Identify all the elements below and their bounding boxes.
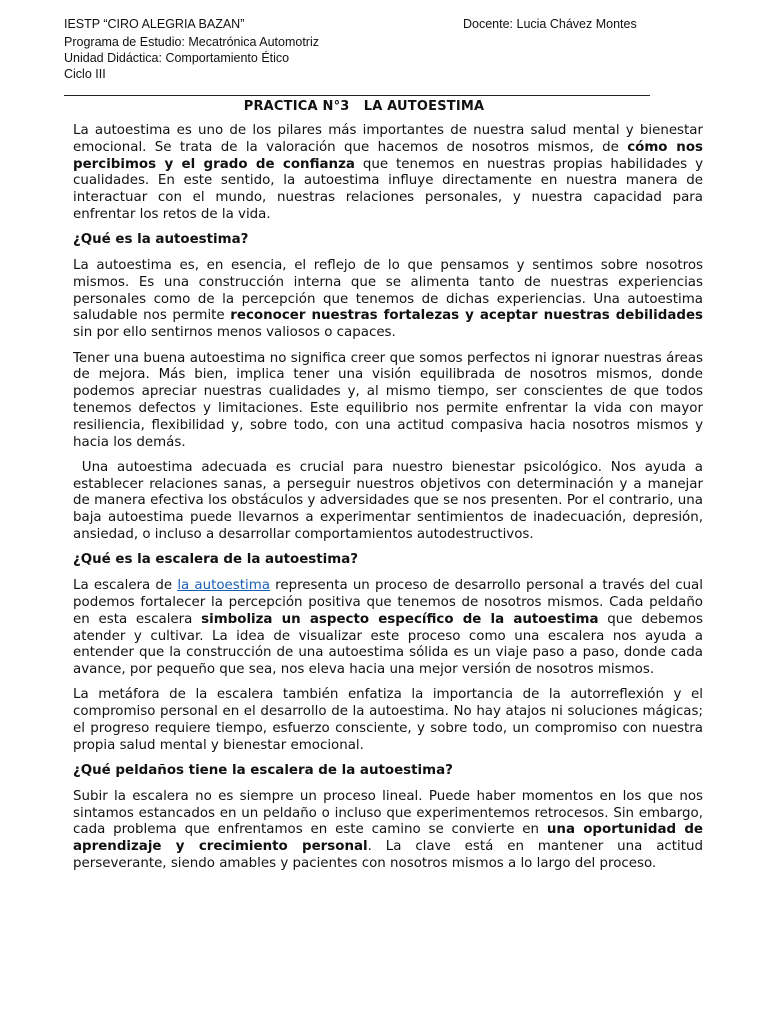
text-run: sin por ello sentirnos menos valiosos o capaces. — [73, 325, 396, 341]
text-run: La autoestima es uno de los pilares más importantes de nuestra salud mental y bienestar emocional. Se trata de la valoración que hacemos de nosotros mismos, de — [73, 123, 703, 155]
bold-run: reconocer nuestras fortalezas y aceptar nuestras debilidades — [230, 308, 703, 324]
bold-run: simboliza un aspecto específico de la autoestima — [201, 611, 599, 627]
header-teacher: Docente: Lucia Chávez Montes — [463, 17, 637, 31]
header-program: Programa de Estudio: Mecatrónica Automotriz — [64, 35, 319, 49]
heading-ladder: ¿Qué es la escalera de la autoestima? — [73, 552, 359, 568]
document-body — [73, 123, 708, 881]
autoestima-link[interactable]: la autoestima — [177, 578, 270, 594]
header-unit: Unidad Didáctica: Comportamiento Ético — [64, 51, 290, 65]
paragraph-importance: Una autoestima adecuada es crucial para nuestro bienestar psicológico. Nos ayuda a establecer relaciones sanas, a perseguir nuestros objetivos con determinación y a manejar de manera efectiva los obstáculos y adversidades que se nos presenten. Por el contrario, una baja autoestima puede llevarnos a experimentar sentimientos de inadecuación, depresión, ansiedad, o incluso a desarrollar comportamientos autodestructivos. — [73, 459, 708, 543]
header-divider — [64, 95, 650, 96]
page-title: PRACTICA N°3 LA AUTOESTIMA — [243, 99, 485, 114]
header-cycle: Ciclo III — [64, 67, 106, 81]
paragraph-definition — [73, 258, 703, 342]
paragraph-intro — [73, 123, 703, 224]
text-run: que debemos atender y cultivar. La idea de visualizar este proceso como una escalera nos ayuda a entender que la construcción de una autoestima sólida es un viaje paso a paso, donde cada avance, por pequeño que sea, nos eleva hacia una mejor versión de nosotros mismos. — [73, 611, 703, 678]
bold-run: cómo nos percibimos y el grado de confianza — [73, 139, 703, 172]
paragraph-metaphor: La metáfora de la escalera también enfatiza la importancia de la autorreflexión y el compromiso personal en el desarrollo de la autoestima. No hay atajos ni soluciones mágicas; el progreso requiere tiempo, esfuerzo consciente, y sobre todo, un compromiso con nuestra propia salud mental y bienestar emocional. — [73, 687, 703, 753]
paragraph-ladder — [73, 578, 703, 679]
text-run: La autoestima es, en esencia, el reflejo de lo que pensamos y sentimos sobre nosotros mismos. Es una construcción interna que se alimenta tanto de nuestras experiencias personales como de la percepción que tenemos de dichas experiencias. Una autoestima saludable nos permite — [73, 258, 703, 324]
paragraph-balance: Tener una buena autoestima no significa creer que somos perfectos ni ignorar nuestras áreas de mejora. Más bien, implica tener una visión equilibrada de nosotros mismos, donde podemos apreciar nuestras cualidades y, al mismo tiempo, ser conscientes de que todos tenemos defectos y limitaciones. Este equilibrio nos permite enfrentar la vida con mayor resiliencia, flexibilidad y, sobre todo, con una actitud compasiva hacia nosotros mismos y hacia los demás. — [73, 350, 703, 450]
text-run: . La clave está en mantener una actitud perseverante, siendo amables y pacientes con nosotros mismos a lo largo del proceso. — [73, 839, 703, 872]
text-run: La escalera de — [73, 578, 178, 594]
bold-run: una oportunidad de aprendizaje y crecimiento personal — [73, 822, 703, 855]
header-institution: IESTP “CIRO ALEGRIA BAZAN” — [64, 17, 245, 31]
text-run: que tenemos en nuestras propias habilidades y cualidades. En este sentido, la autoestima influye directamente en nuestra manera de interactuar con el mundo, nuestras relaciones personales, y nuestra capacidad para enfrentar los retos de la vida. — [73, 156, 703, 222]
heading-steps: ¿Qué peldaños tiene la escalera de la autoestima? — [73, 763, 453, 779]
heading-what-is-self-esteem: ¿Qué es la autoestima? — [73, 232, 249, 248]
text-run: Subir la escalera no es siempre un proceso lineal. Puede haber momentos en los que nos sintamos estancados en un peldaño o incluso que experimentemos retrocesos. Sin embargo, cada problema que enfrentamos en este camino se convierte en — [73, 788, 703, 838]
paragraph-climbing — [73, 789, 703, 873]
text-run: representa un proceso de desarrollo personal a través del cual podemos fortalecer la percepción positiva que tenemos de nosotros mismos. Cada peldaño en esta escalera — [73, 578, 703, 627]
